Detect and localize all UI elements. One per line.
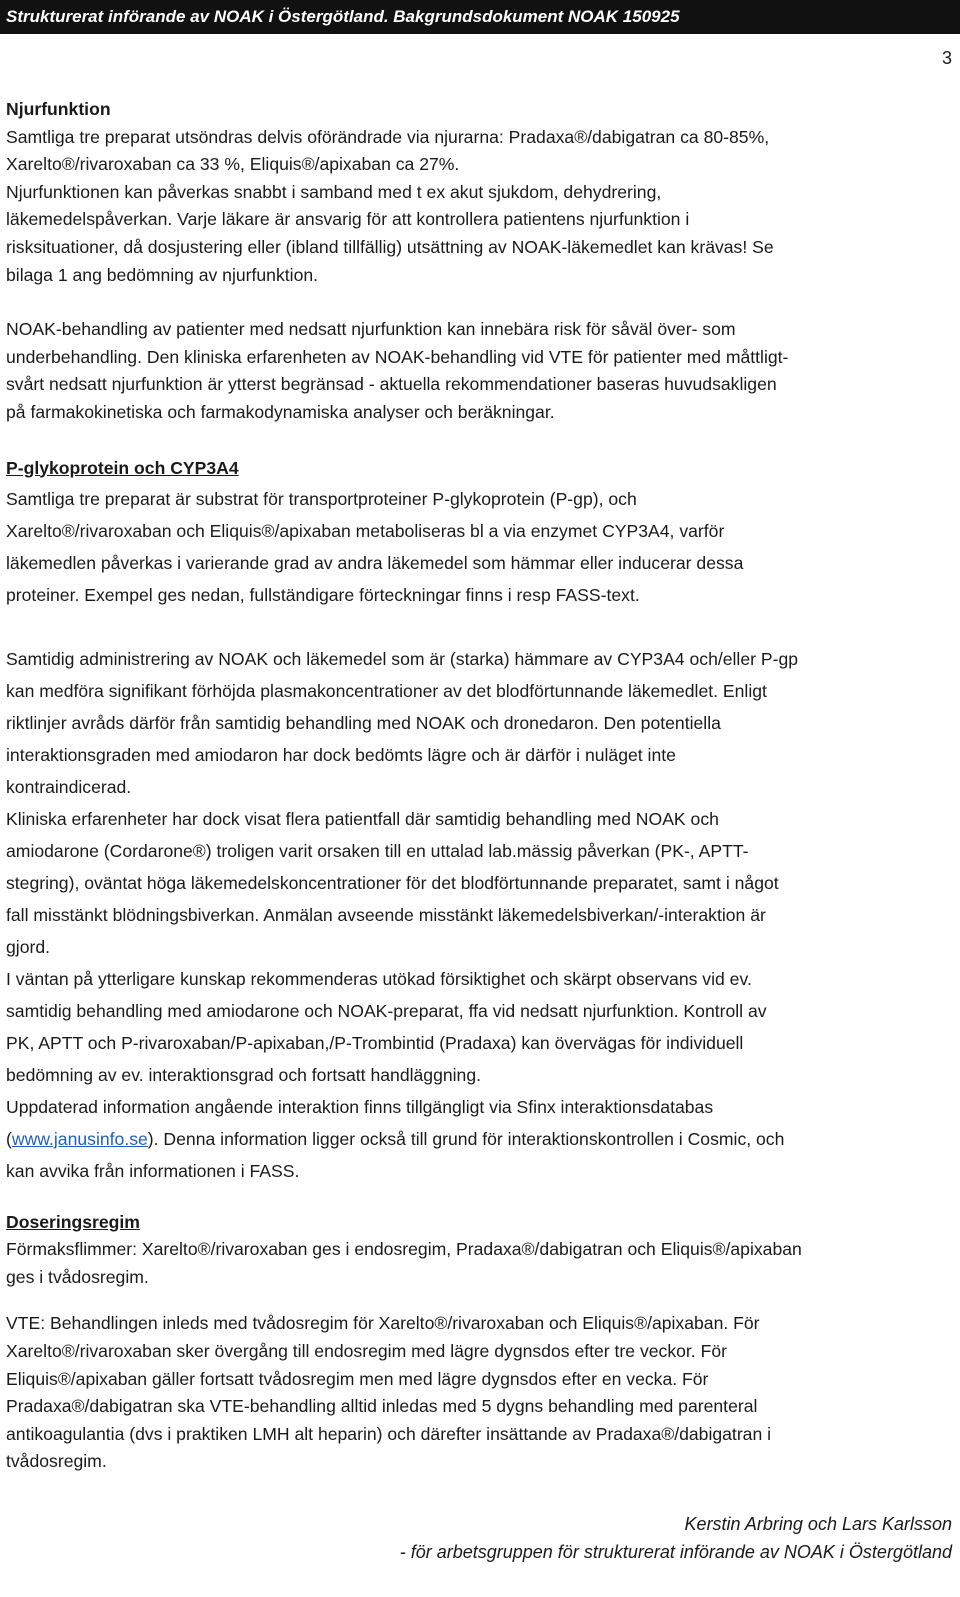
text-line: Eliquis®/apixaban gäller fortsatt tvådosregim men med lägre dygnsdos efter en vecka. För [6, 1368, 709, 1389]
page-number: 3 [941, 48, 952, 68]
text-line: proteiner. Exempel ges nedan, fullständigare förteckningar finns i resp FASS-text. [6, 584, 640, 605]
text-line: Pradaxa®/dabigatran ska VTE-behandling alltid inledas med 5 dygns behandling med parenteral [6, 1396, 758, 1417]
text-line: på farmakokinetiska och farmakodynamiska analyser och beräkningar. [6, 401, 555, 422]
link-trailing-text: ). Denna information ligger också till grund för interaktionskontrollen i Cosmic, och [147, 1128, 785, 1149]
text-line: riktlinjer avråds därför från samtidig behandling med NOAK och dronedaron. Den potentiella [6, 712, 721, 733]
text-line: VTE: Behandlingen inleds med tvådosregim för Xarelto®/rivaroxaban och Eliquis®/apixaban. För [6, 1313, 760, 1334]
section-heading: Doseringsregim [6, 1211, 140, 1232]
text-line: I väntan på ytterligare kunskap rekommenderas utökad försiktighet och skärpt observans vid ev. [6, 968, 752, 989]
janusinfo-link[interactable]: www.janusinfo.se [11, 1128, 148, 1149]
text-line: PK, APTT och P-rivaroxaban/P-apixaban,/P-Trombintid (Pradaxa) kan övervägas för individuell [6, 1032, 744, 1053]
text-line: Samtliga tre preparat utsöndras delvis oförändrade via njurarna: Pradaxa®/dabigatran ca 80-85%, [6, 126, 770, 147]
text-line: läkemedlen påverkas i varierande grad av andra läkemedel som hämmar eller inducerar dessa [6, 552, 744, 573]
section-doseringsregim [6, 1209, 954, 1476]
text-line: Kliniska erfarenheter har dock visat flera patientfall där samtidig behandling med NOAK och [6, 808, 719, 829]
text-line: Xarelto®/rivaroxaban sker övergång till endosregim med lägre dygnsdos efter tre veckor. För [6, 1340, 727, 1361]
text-line: bedömning av ev. interaktionsgrad och fortsatt handläggning. [6, 1064, 482, 1085]
text-line: tvådosregim. [6, 1451, 107, 1472]
text-line: Xarelto®/rivaroxaban ca 33 %, Eliquis®/apixaban ca 27%. [6, 154, 460, 175]
paragraph [6, 316, 954, 426]
text-line: kontraindicerad. [6, 776, 132, 797]
text-line: kan medföra signifikant förhöjda plasmakoncentrationer av det blodförtunnande läkemedlet. Enligt [6, 680, 767, 701]
text-line: svårt nedsatt njurfunktion är ytterst begränsad - aktuella rekommendationer baseras huvudsakligen [6, 374, 777, 395]
text-line: bilaga 1 ang bedömning av njurfunktion. [6, 264, 319, 285]
text-line: samtidig behandling med amiodarone och NOAK-preparat, ffa vid nedsatt njurfunktion. Kontroll av [6, 1000, 767, 1021]
text-line: kan avvika från informationen i FASS. [6, 1160, 300, 1181]
text-line: Uppdaterad information angående interaktion finns tillgängligt via Sfinx interaktionsdatabas [6, 1096, 714, 1117]
text-line: underbehandling. Den kliniska erfarenheten av NOAK-behandling vid VTE för patienter med måttligt- [6, 346, 789, 367]
section-heading: P-glykoprotein och CYP3A4 [6, 457, 239, 478]
section-heading: Njurfunktion [6, 99, 111, 119]
document-body [6, 96, 954, 1476]
text-line: Xarelto®/rivaroxaban och Eliquis®/apixaban metaboliseras bl a via enzymet CYP3A4, varför [6, 520, 725, 541]
text-line: Njurfunktionen kan påverkas snabbt i samband med t ex akut sjukdom, dehydrering, [6, 181, 662, 202]
text-line: NOAK-behandling av patienter med nedsatt njurfunktion kan innebära risk för såväl över- som [6, 319, 736, 340]
text-line: Förmaksflimmer: Xarelto®/rivaroxaban ges i endosregim, Pradaxa®/dabigatran och Eliquis®/apixaban [6, 1239, 802, 1260]
text-line: gjord. [6, 936, 51, 957]
text-line: läkemedelspåverkan. Varje läkare är ansvarig för att kontrollera patientens njurfunktion i [6, 209, 690, 230]
link-open-paren: ( [6, 1128, 12, 1149]
text-line: Samtliga tre preparat är substrat för transportproteiner P-glykoprotein (P-gp), och [6, 488, 637, 509]
paragraph [6, 483, 954, 611]
text-line: risksituationer, då dosjustering eller (ibland tillfällig) utsättning av NOAK-läkemedlet kan krävas! Se [6, 236, 774, 257]
footer-group: - för arbetsgruppen för strukturerat införande av NOAK i Östergötland [399, 1542, 952, 1562]
paragraph [6, 1310, 954, 1476]
text-line: antikoagulantia (dvs i praktiken LMH alt heparin) och därefter insättande av Pradaxa®/dabigatran i [6, 1423, 772, 1444]
paragraph [6, 1236, 954, 1291]
text-line: Samtidig administrering av NOAK och läkemedel som är (starka) hämmare av CYP3A4 och/eller P-gp [6, 648, 799, 669]
document-header [0, 0, 960, 34]
section-njurfunktion [6, 96, 954, 427]
footer-authors: Kerstin Arbring och Lars Karlsson [684, 1514, 952, 1534]
text-line: interaktionsgraden med amiodaron har dock bedömts lägre och är därför i nuläget inte [6, 744, 676, 765]
text-line: ges i tvådosregim. [6, 1266, 149, 1287]
paragraph [6, 643, 954, 1187]
text-line: amiodarone (Cordarone®) troligen varit orsaken till en uttalad lab.mässig påverkan (PK-, APTT- [6, 840, 749, 861]
paragraph [6, 124, 954, 290]
document-title: Strukturerat införande av NOAK i Östergötland. Bakgrundsdokument NOAK 150925 [6, 7, 680, 26]
document-footer [400, 1510, 952, 1566]
section-pgp [6, 453, 954, 1187]
text-line-with-link [6, 1123, 954, 1155]
text-line: stegring), oväntat höga läkemedelskoncentrationer för det blodförtunnande preparatet, samt i något [6, 872, 779, 893]
text-line: fall misstänkt blödningsbiverkan. Anmälan avseende misstänkt läkemedelsbiverkan/-interaktion är [6, 904, 766, 925]
